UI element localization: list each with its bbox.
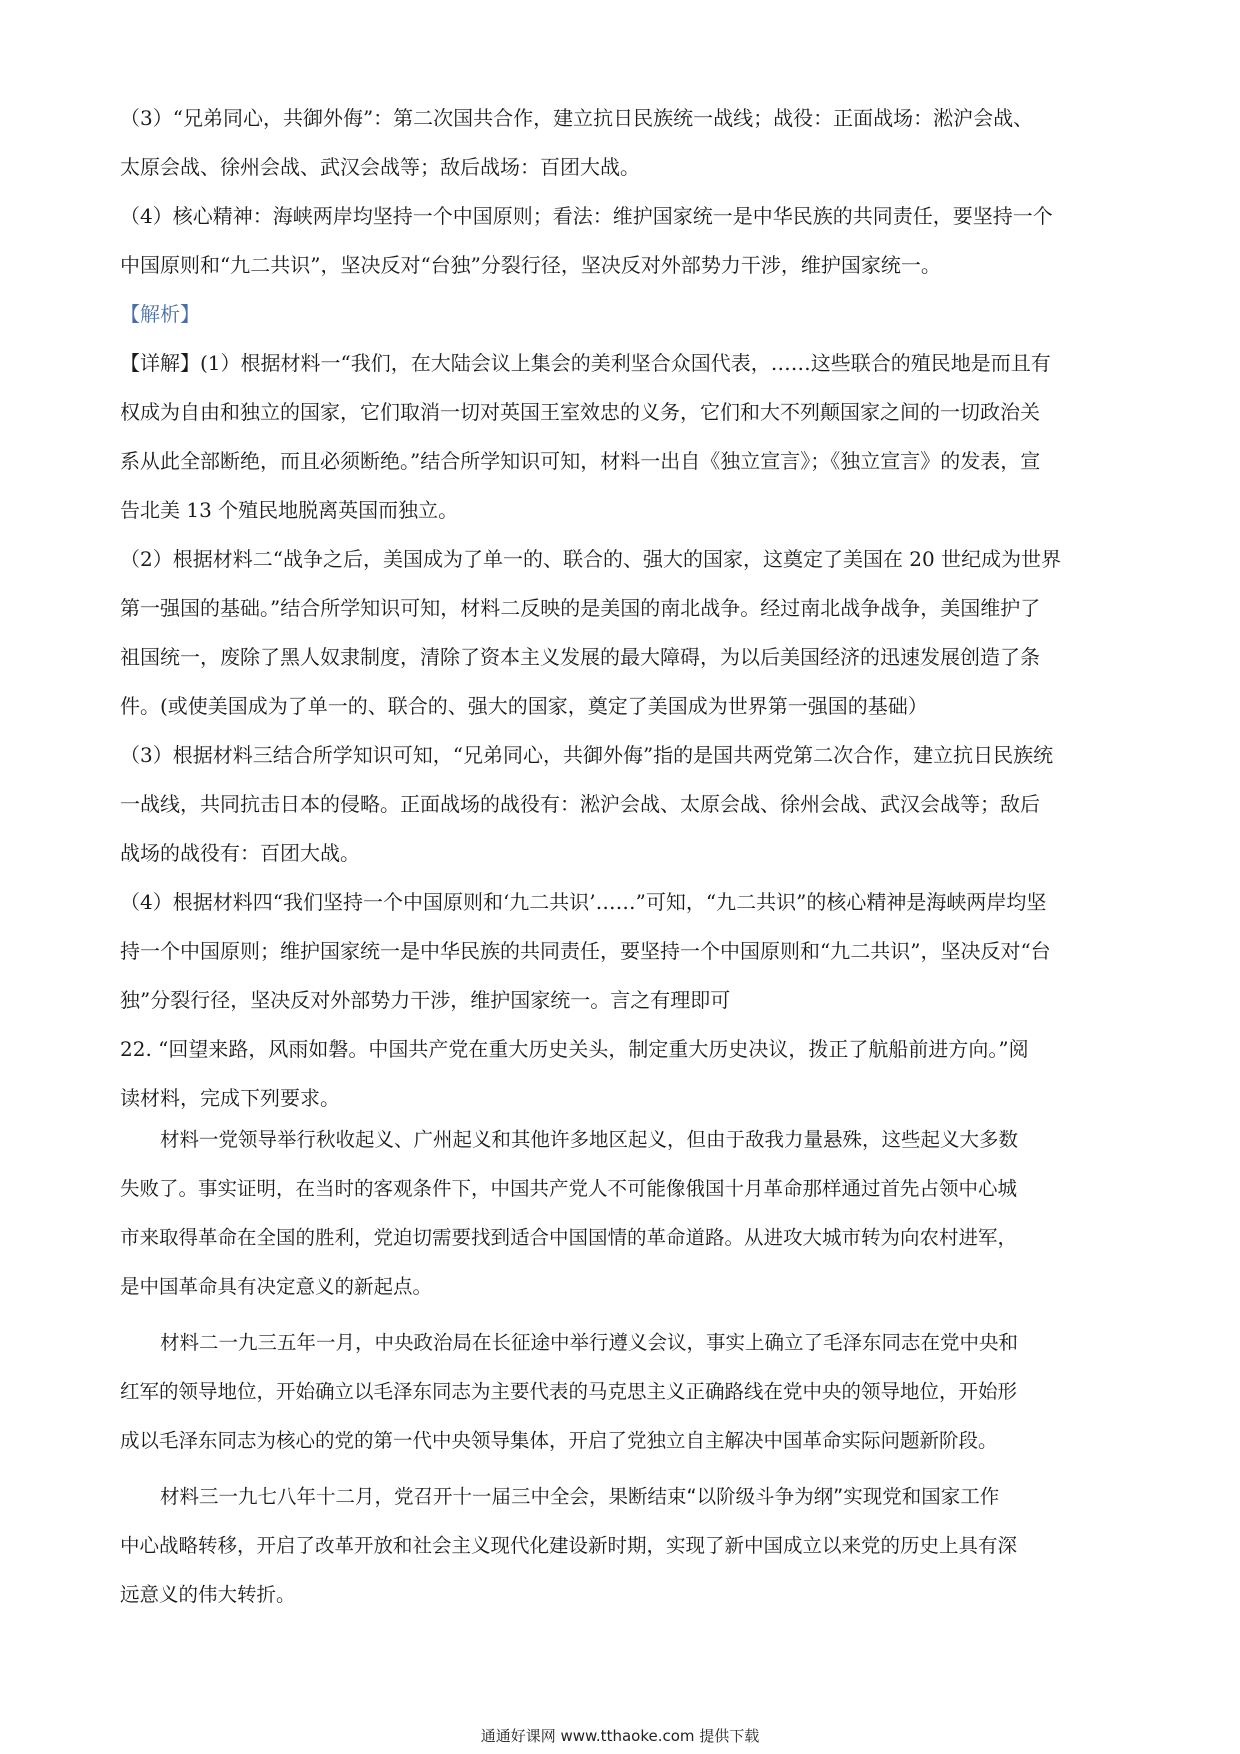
answer-line: （3）“兄弟同心，共御外侮”：第二次国共合作，建立抗日民族统一战线；战役：正面战场：淞沪会战、 — [120, 106, 1034, 130]
material-2 — [120, 1318, 1130, 1465]
material-3 — [120, 1472, 1130, 1619]
material-line: 失败了。事实证明，在当时的客观条件下，中国共产党人不可能像俄国十月革命那样通过首先占领中心城 — [120, 1177, 1018, 1200]
answer-line: （4）核心精神：海峡两岸均坚持一个中国原则；看法：维护国家统一是中华民族的共同责任，要坚持一个 — [120, 204, 1053, 228]
answer-line: 太原会战、徐州会战、武汉会战等；敌后战场：百团大战。 — [120, 155, 640, 179]
material-line: 材料一党领导举行秋收起义、广州起义和其他许多地区起义，但由于敌我力量悬殊，这些起义大多数 — [160, 1128, 1019, 1151]
detail-line: （3）根据材料三结合所学知识可知，“兄弟同心，共御外侮”指的是国共两党第二次合作，建立抗日民族统 — [120, 743, 1054, 767]
detail-line: 权成为自由和独立的国家，它们取消一切对英国王室效忠的义务，它们和大不列颠国家之间的一切政治关 — [120, 400, 1040, 424]
detail-line: 祖国统一，废除了黑人奴隶制度，清除了资本主义发展的最大障碍，为以后美国经济的迅速发展创造了条 — [120, 645, 1040, 669]
material-line: 市来取得革命在全国的胜利，党迫切需要找到适合中国国情的革命道路。从进攻大城市转为向农村进军， — [120, 1226, 1018, 1249]
detail-line: 战场的战役有：百团大战。 — [120, 841, 360, 865]
material-line: 中心战略转移，开启了改革开放和社会主义现代化建设新时期，实现了新中国成立以来党的历史上具有深 — [120, 1534, 1018, 1557]
page-footer: 通通好课网 www.tthaoke.com 提供下载 — [480, 1727, 760, 1745]
question-22 — [120, 1025, 1130, 1123]
detail-line: 持一个中国原则；维护国家统一是中华民族的共同责任，要坚持一个中国原则和“九二共识”，坚决反对“台 — [120, 939, 1051, 963]
detail-line: （4）根据材料四“我们坚持一个中国原则和‘九二共识’……”可知，“九二共识”的核心精神是海峡两岸均坚 — [120, 890, 1047, 914]
question-line: 22. “回望来路，风雨如磐。中国共产党在重大历史关头，制定重大历史决议，拨正了航船前进方向。”阅 — [120, 1037, 1029, 1061]
detail-line: 第一强国的基础。”结合所学知识可知，材料二反映的是美国的南北战争。经过南北战争战争，美国维护了 — [120, 596, 1041, 620]
detail-line: 【详解】(1）根据材料一“我们，在大陆会议上集会的美利坚合众国代表，……这些联合的殖民地是而且有 — [120, 351, 1051, 375]
material-line: 红军的领导地位，开始确立以毛泽东同志为主要代表的马克思主义正确路线在党中央的领导地位，开始形 — [120, 1380, 1018, 1403]
analysis-heading: 【解析】 — [120, 302, 200, 326]
analysis-section — [120, 290, 1130, 339]
question-line: 读材料，完成下列要求。 — [120, 1086, 340, 1110]
detail-line: 独”分裂行径，坚决反对外部势力干涉，维护国家统一。言之有理即可 — [120, 988, 731, 1012]
detail-line: 告北美 13 个殖民地脱离英国而独立。 — [120, 498, 459, 522]
material-line: 材料三一九七八年十二月，党召开十一届三中全会，果断结束“以阶级斗争为纲”实现党和国家工作 — [160, 1485, 1000, 1508]
materials-section — [120, 1115, 1130, 1626]
detail-section — [120, 339, 1130, 1025]
material-line: 材料二一九三五年一月，中央政治局在长征途中举行遵义会议，事实上确立了毛泽东同志在党中央和 — [160, 1331, 1019, 1354]
material-1 — [120, 1115, 1130, 1311]
detail-line: （2）根据材料二“战争之后，美国成为了单一的、联合的、强大的国家，这奠定了美国在 20 世纪成为世界 — [120, 547, 1062, 571]
answer-section — [120, 94, 1130, 290]
detail-line: 一战线，共同抗击日本的侵略。正面战场的战役有：淞沪会战、太原会战、徐州会战、武汉会战等；敌后 — [120, 792, 1040, 816]
answer-line: 中国原则和“九二共识”，坚决反对“台独”分裂行径，坚决反对外部势力干涉，维护国家统一。 — [120, 253, 941, 277]
detail-line: 系从此全部断绝，而且必须断绝。”结合所学知识可知，材料一出自《独立宣言》；《独立宣言》的发表，宣 — [120, 449, 1041, 473]
material-line: 成以毛泽东同志为核心的党的第一代中央领导集体，开启了党独立自主解决中国革命实际问题新阶段。 — [120, 1429, 998, 1452]
material-line: 远意义的伟大转折。 — [120, 1583, 296, 1606]
detail-line: 件。(或使美国成为了单一的、联合的、强大的国家，奠定了美国成为世界第一强国的基础） — [120, 694, 928, 718]
material-line: 是中国革命具有决定意义的新起点。 — [120, 1275, 433, 1298]
